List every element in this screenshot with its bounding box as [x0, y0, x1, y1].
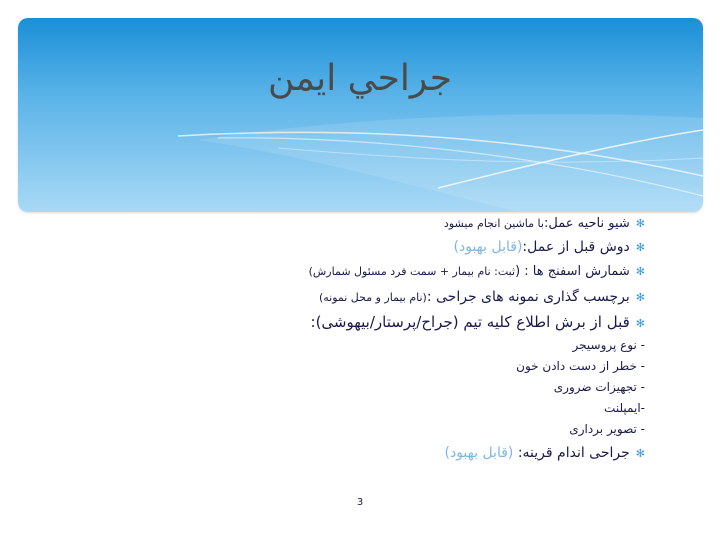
sub-list-item: - خطر از دست دادن خون	[516, 359, 645, 373]
bullet-note-text: (قابل بهبود)	[453, 239, 523, 255]
bullet-note-text: با ماشین انجام میشود	[443, 217, 544, 230]
bullet-main-text: شیو ناحیه عمل:	[543, 216, 630, 231]
bullet-main-text: دوش قبل از عمل:	[522, 239, 630, 255]
asterisk-bullet-icon: ✻	[635, 217, 645, 230]
sub-list-item: - نوع پروسیجر	[572, 338, 645, 352]
title-banner	[18, 18, 703, 212]
list-item	[200, 284, 645, 311]
list-item	[200, 311, 645, 335]
page-number: 3	[356, 497, 364, 508]
list-item	[200, 235, 645, 260]
asterisk-bullet-icon: ✻	[635, 291, 645, 304]
sub-list-item: - تصویر برداری	[569, 422, 645, 436]
list-item	[200, 213, 645, 235]
asterisk-bullet-icon: ✻	[635, 241, 645, 254]
wave-decoration	[18, 18, 703, 212]
list-item	[200, 440, 645, 467]
list-item	[200, 260, 645, 284]
asterisk-bullet-icon: ✻	[635, 265, 645, 278]
sub-list-item: - تجهیزات ضروری	[553, 380, 645, 394]
bullet-note-text: (نام بیمار و محل نمونه)	[318, 291, 427, 304]
asterisk-bullet-icon: ✻	[635, 447, 645, 460]
bullet-note-text: (قابل بهبود)	[444, 445, 518, 461]
bullet-note-text: ثبت: نام بیمار + سمت فرد مسئول شمارش)	[308, 265, 516, 278]
slide-title: جراحي ايمن	[267, 58, 453, 99]
bullet-main-text: قبل از برش اطلاع کلیه تیم (جراح/پرستار/بیهوشی):	[310, 313, 630, 331]
bullet-list	[200, 213, 645, 467]
sub-list-item: -ایمپلنت	[604, 401, 645, 415]
bullet-main-text: جراحی اندام قرینه:	[517, 445, 630, 461]
asterisk-bullet-icon: ✻	[635, 317, 645, 330]
bullet-main-text: برچسب گذاری نمونه های جراحی :	[426, 289, 630, 305]
bullet-main-text: شمارش اسفنج ها : (	[515, 264, 630, 279]
